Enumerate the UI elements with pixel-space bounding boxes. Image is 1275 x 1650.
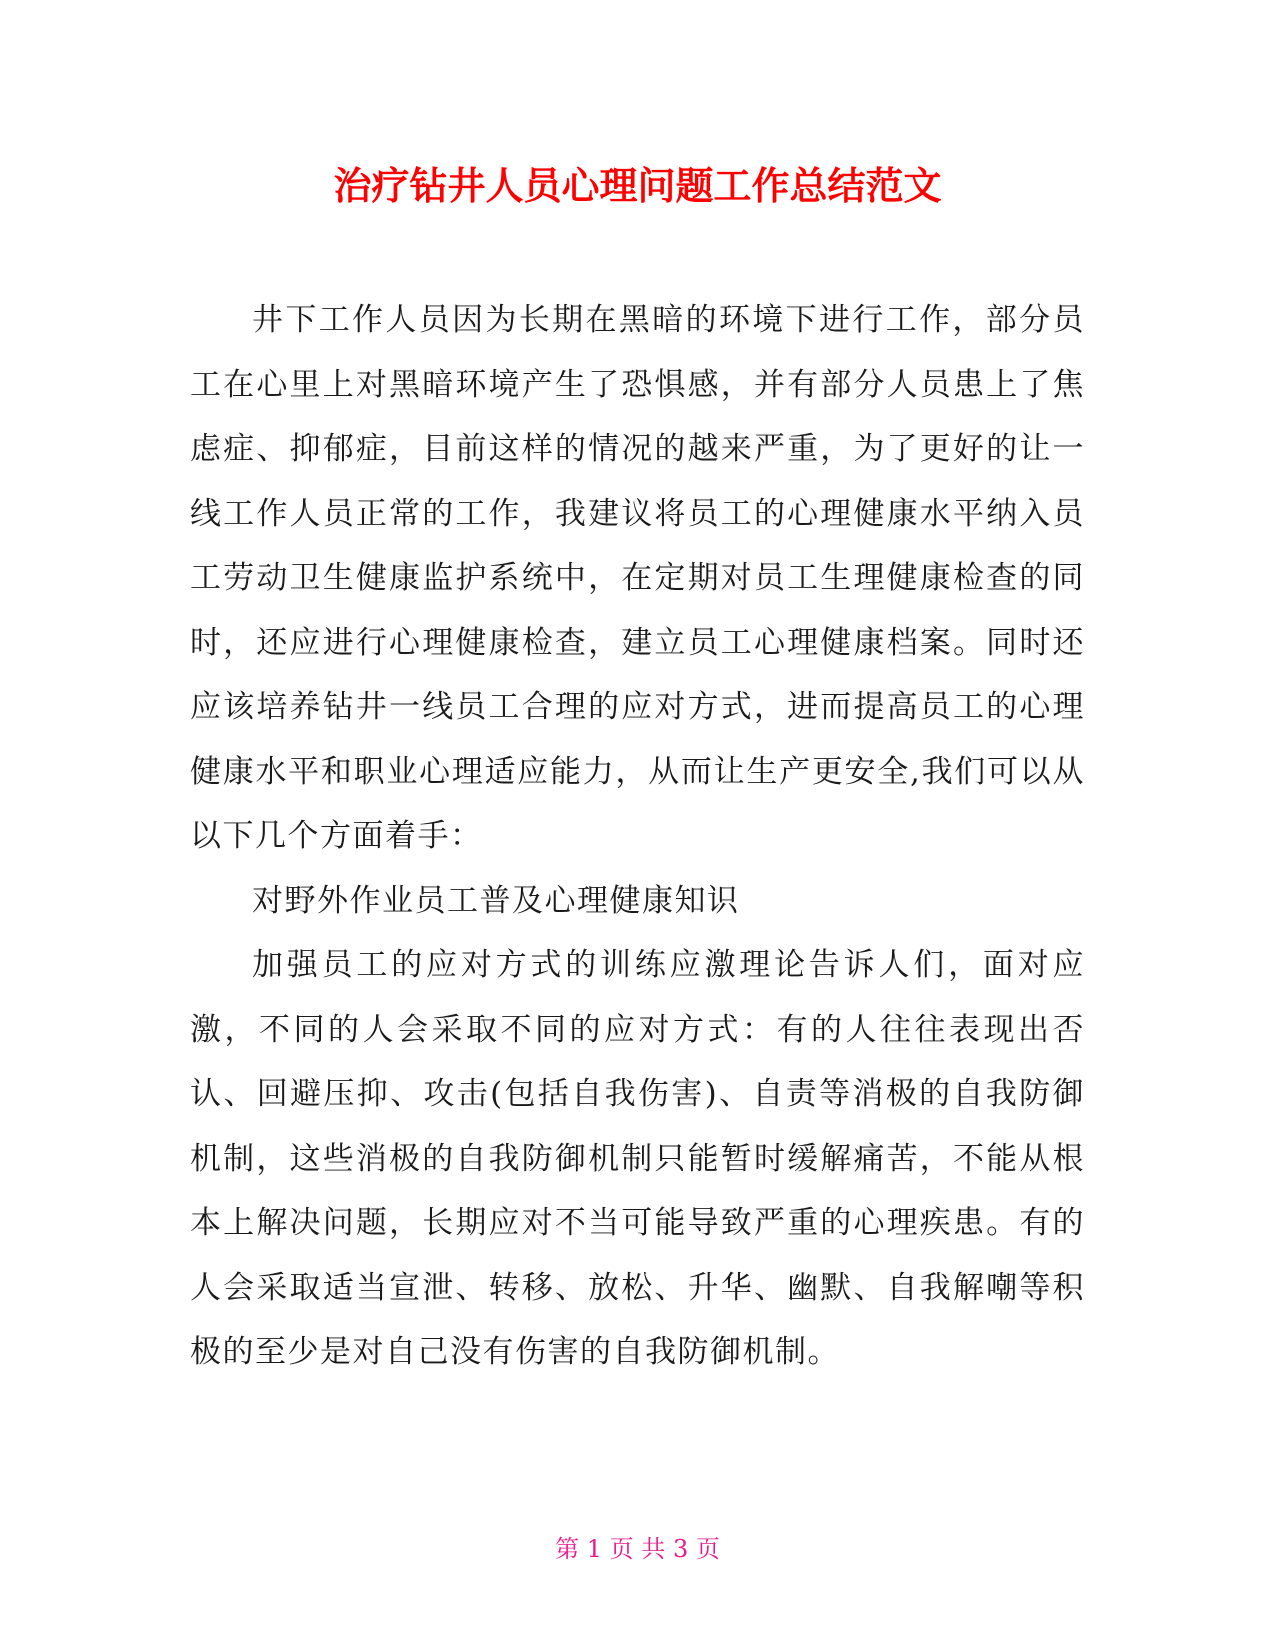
paragraph-intro: 井下工作人员因为长期在黑暗的环境下进行工作，部分员工在心里上对黑暗环境产生了恐惧感，并有部分人员患上了焦虑症、抑郁症，目前这样的情况的越来严重，为了更好的让一线工作人员正常的工作，我建议将员工的心理健康水平纳入员工劳动卫生健康监护系统中，在定期对员工生理健康检查的同时，还应进行心理健康检查，建立员工心理健康档案。同时还应该培养钻井一线员工合理的应对方式，进而提高员工的心理健康水平和职业心理适应能力，从而让生产更安全,我们可以从以下几个方面着手： [190,302,1085,854]
footer-prefix: 第 [555,1535,580,1563]
document-body [190,288,1085,1385]
paragraph-heading-knowledge: 对野外作业员工普及心理健康知识 [252,882,740,919]
footer-suffix: 页 [695,1535,720,1563]
footer-total-pages: 3 [672,1535,689,1563]
footer-current-page: 1 [586,1535,603,1563]
footer-middle: 页 共 [609,1535,666,1563]
paragraph-coping-training: 加强员工的应对方式的训练应激理论告诉人们，面对应激，不同的人会采取不同的应对方式：有的人往往表现出否认、回避压抑、攻击(包括自我伤害)、自责等消极的自我防御机制，这些消极的自我防御机制只能暂时缓解痛苦，不能从根本上解决问题，长期应对不当可能导致严重的心理疾患。有的人会采取适当宣泄、转移、放松、升华、幽默、自我解嘲等积极的至少是对自己没有伤害的自我防御机制。 [190,947,1085,1370]
page-footer [0,1534,1275,1564]
document-title: 治疗钻井人员心理问题工作总结范文 [333,164,942,208]
